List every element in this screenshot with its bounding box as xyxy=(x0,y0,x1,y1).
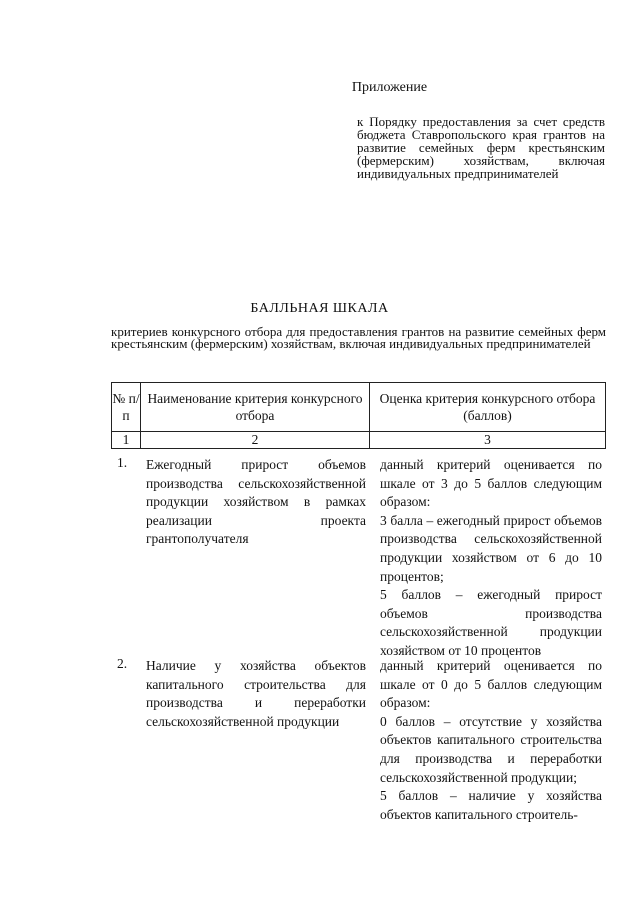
document-subtitle: критериев конкурсного отбора для предоставления грантов на развитие семейных ферм крестьянским (фермерским) хозяйствам, включая индивидуальных предпринимателей xyxy=(111,324,606,351)
document-title: БАЛЛЬНАЯ ШКАЛА xyxy=(250,301,389,316)
header-criterion-score: Оценка критерия конкурсного отбора (баллов) xyxy=(370,383,606,432)
row-1-score-paragraph: 3 балла – ежегодный прирост объемов производства сельскохозяйственной продукции хозяйством от 6 до 10 процентов; xyxy=(380,512,602,584)
column-number-2: 2 xyxy=(141,432,370,449)
header-row xyxy=(112,383,606,432)
row-2-score-paragraph: 0 баллов – отсутствие у хозяйства объектов капитального строительства для производства и переработки сельскохозяйственной продукции; xyxy=(380,713,602,785)
row-1-score-paragraph: данный критерий оценивается по шкале от 3 до 5 баллов следующим образом: xyxy=(380,457,602,510)
column-number-1: 1 xyxy=(112,432,141,449)
appendix-title: Приложение xyxy=(351,80,428,95)
row-1-number: 1. xyxy=(117,455,128,470)
row-1-criterion-score xyxy=(380,456,602,661)
row-2-criterion-score xyxy=(380,657,602,824)
header-number: № п/п xyxy=(112,383,141,432)
header-criterion-name: Наименование критерия конкурсного отбора xyxy=(141,383,370,432)
row-2-number: 2. xyxy=(117,656,128,671)
row-2-score-paragraph: 5 баллов – наличие у хозяйства объектов капитального строитель- xyxy=(380,788,602,822)
appendix-text: к Порядку предоставления за счет средств бюджета Ставропольского края грантов на развитие семейных ферм крестьянским (фермерским) хозяйствам, включая индивидуальных предпринимателей xyxy=(357,114,605,181)
row-1-score-paragraph: 5 баллов – ежегодный прирост объемов производства сельскохозяйственной продукции хозяйством от 10 процентов xyxy=(380,587,602,658)
row-2-score-paragraph: данный критерий оценивается по шкале от 0 до 5 баллов следующим образом: xyxy=(380,658,602,711)
row-1-criterion-name: Ежегодный прирост объемов производства сельскохозяйственной продукции хозяйством в рамках реализации проекта грантополучателя xyxy=(146,457,366,547)
row-2-criterion-name: Наличие у хозяйства объектов капитального строительства для производства и переработки сельскохозяйственной продукции xyxy=(146,658,366,729)
column-number-row xyxy=(112,432,606,449)
criteria-table-header xyxy=(111,382,606,449)
column-number-3: 3 xyxy=(370,432,606,449)
